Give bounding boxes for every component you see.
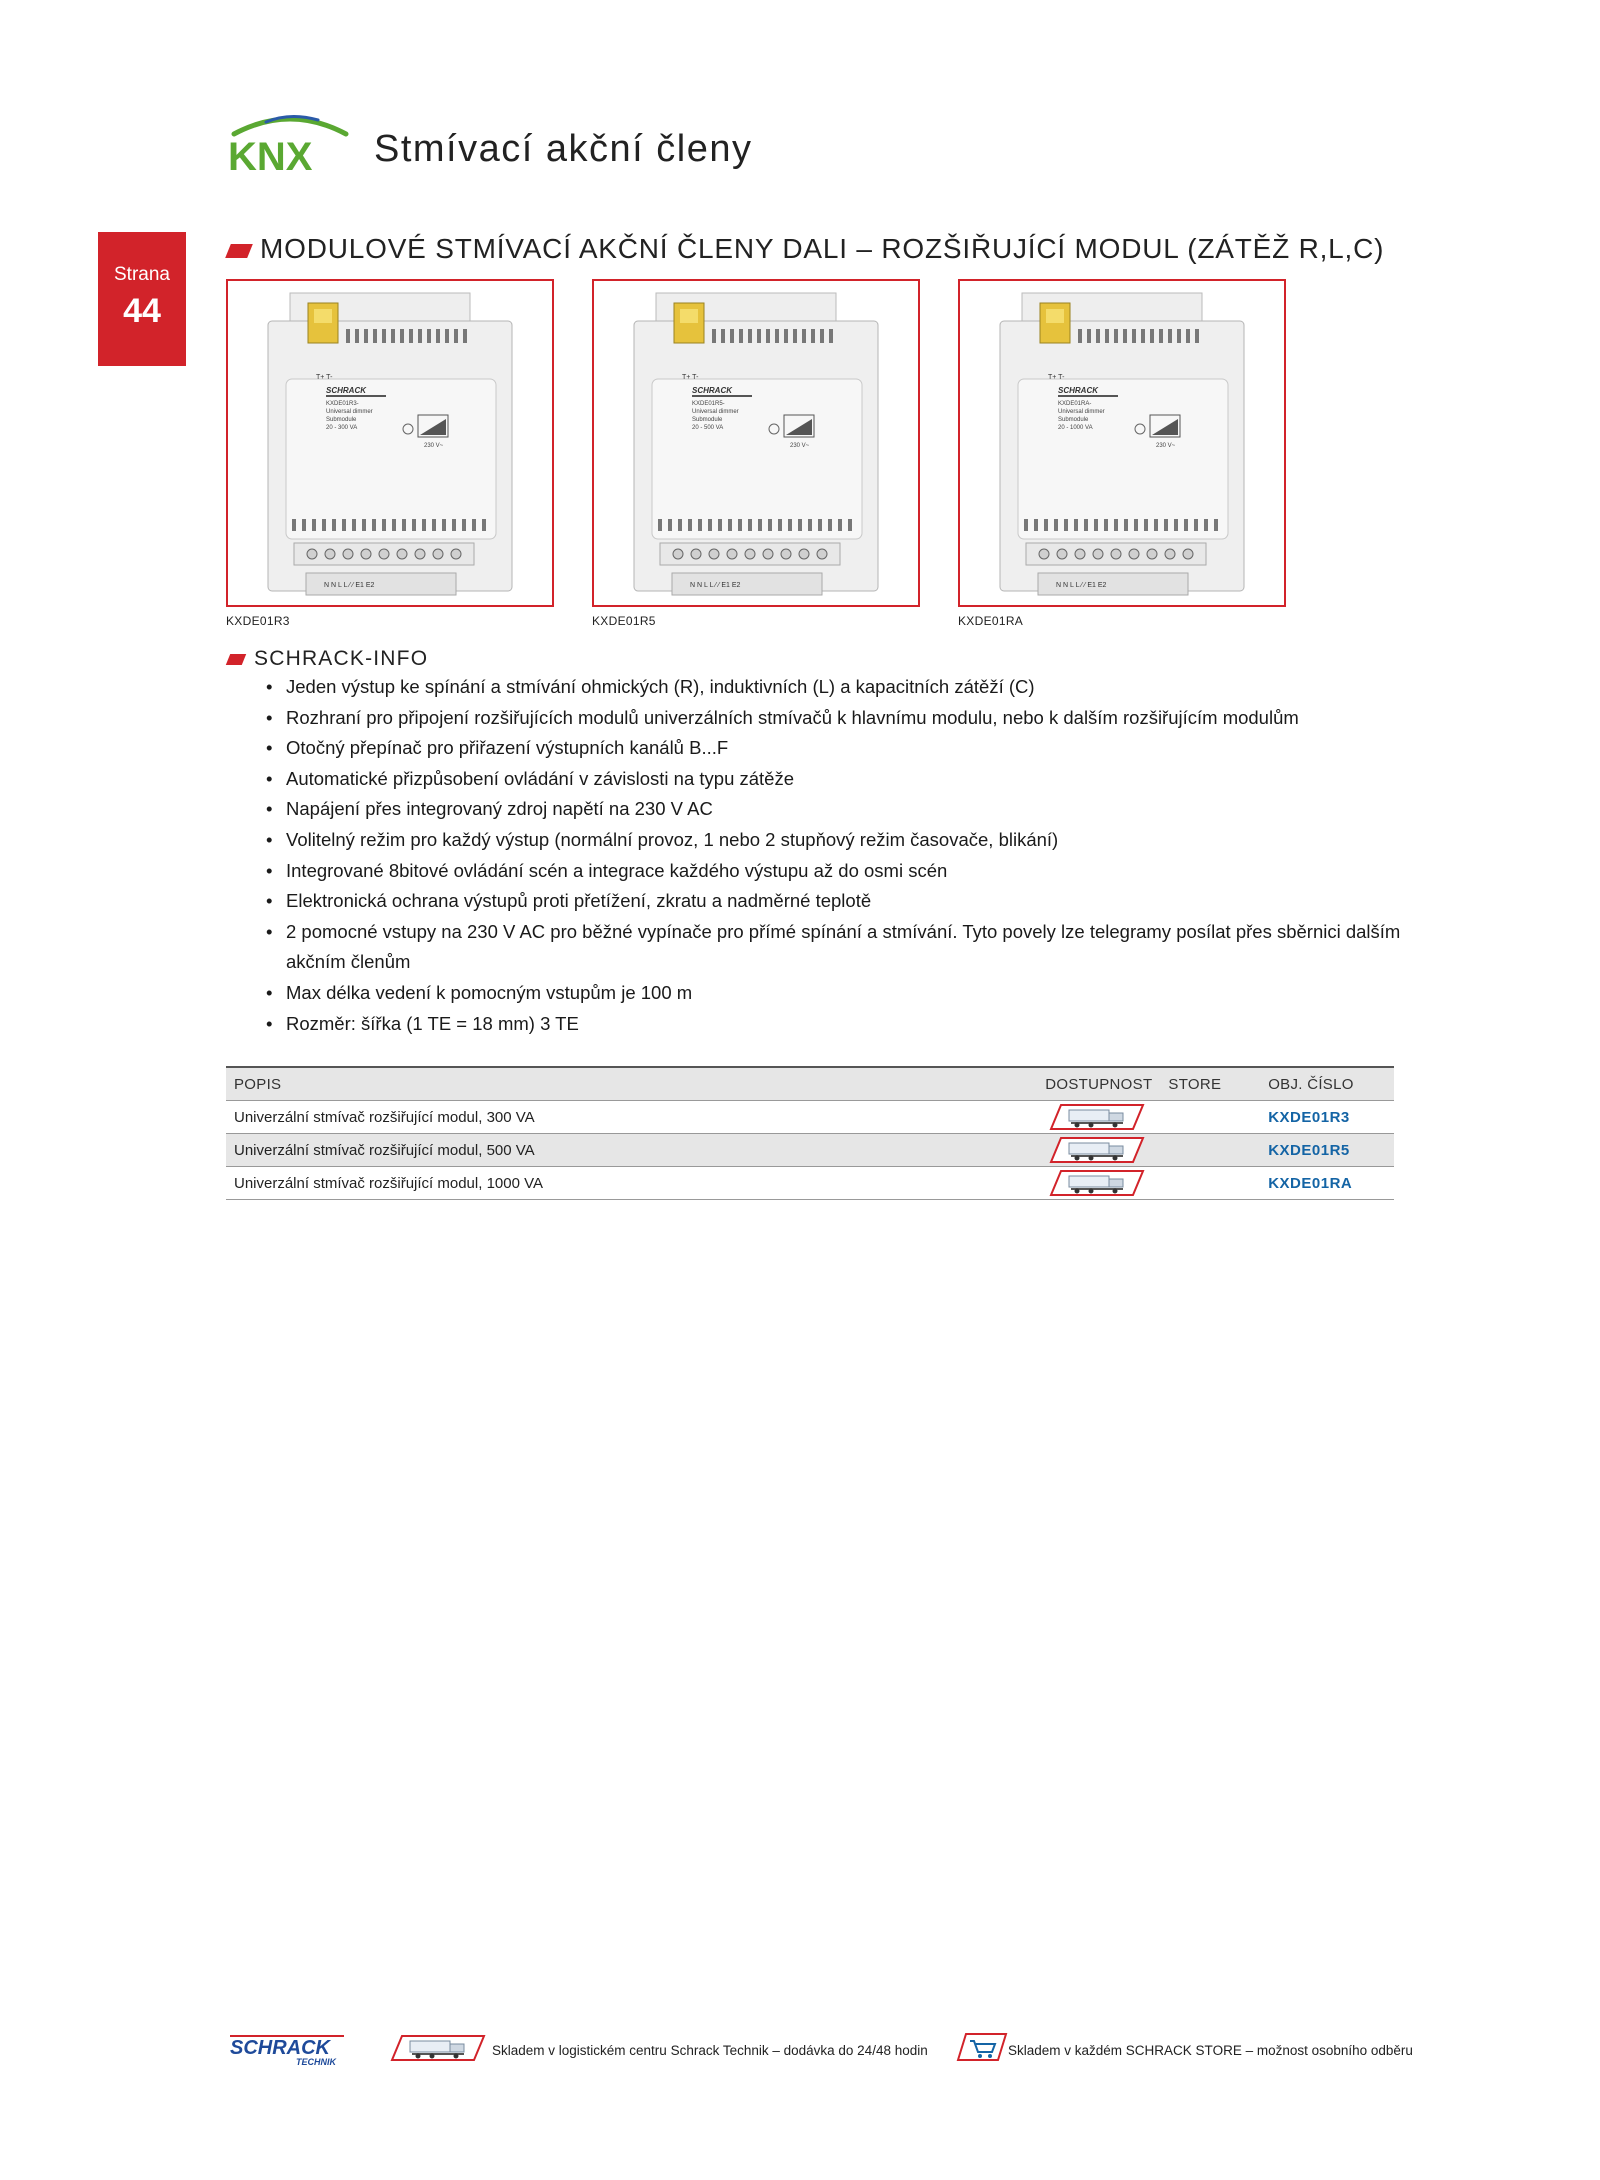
column-header-store: STORE bbox=[1160, 1067, 1260, 1101]
list-item: • Automatické přizpůsobení ovládání v závislosti na typu zátěže bbox=[262, 764, 1422, 795]
footer-truck-text: Skladem v logistickém centru Schrack Technik – dodávka do 24/48 hodin bbox=[492, 2043, 928, 2058]
availability-cell bbox=[1037, 1167, 1160, 1200]
info-heading bbox=[228, 647, 428, 671]
din-rail-module-icon bbox=[594, 281, 917, 604]
knx-logo-text: KNX bbox=[228, 135, 313, 174]
list-item: • Otočný přepínač pro přiřazení výstupních kanálů B...F bbox=[262, 733, 1422, 764]
info-heading-text: SCHRACK-INFO bbox=[254, 647, 429, 670]
svg-text:KXDE01RA-: KXDE01RA- bbox=[1058, 401, 1092, 407]
list-item: • Rozměr: šířka (1 TE = 18 mm) 3 TE bbox=[262, 1009, 1422, 1040]
svg-text:N N L L ⁄ ⁄ E: N N L L ⁄ ⁄ E1 E2 bbox=[1056, 582, 1107, 589]
info-bullet-list bbox=[262, 672, 1422, 1039]
svg-text:KXDE01R5-: KXDE01R5- bbox=[692, 401, 725, 407]
svg-text:T+ T-: T+ T- bbox=[682, 374, 699, 381]
store-cell bbox=[1160, 1101, 1260, 1134]
svg-text:Universal dimmer: Universal dimmer bbox=[692, 409, 739, 415]
svg-text:Universal dimmer: Universal dimmer bbox=[326, 409, 373, 415]
svg-text:20 - 300 VA: 20 - 300 VA bbox=[326, 425, 358, 431]
din-rail-module-icon bbox=[960, 281, 1283, 604]
product-image bbox=[592, 279, 920, 607]
store-cell bbox=[1160, 1134, 1260, 1167]
order-number: KXDE01R5 bbox=[1260, 1134, 1394, 1167]
cart-icon bbox=[952, 2032, 1008, 2065]
truck-icon bbox=[1045, 1103, 1145, 1131]
column-header-dostupnost: DOSTUPNOST bbox=[1037, 1067, 1160, 1101]
section-heading-text: MODULOVÉ STMÍVACÍ AKČNÍ ČLENY DALI – ROZŠIŘUJÍCÍ MODUL (ZÁTĚŽ R,L,C) bbox=[260, 233, 1385, 264]
din-rail-module-icon bbox=[228, 281, 551, 604]
svg-text:T+ T-: T+ T- bbox=[316, 374, 333, 381]
page-number: 44 bbox=[123, 292, 161, 330]
column-header-obj: OBJ. ČÍSLO bbox=[1260, 1067, 1394, 1101]
table-row bbox=[226, 1101, 1394, 1134]
list-item: • Napájení přes integrovaný zdroj napětí na 230 V AC bbox=[262, 794, 1422, 825]
page-tab-label: Strana bbox=[114, 264, 170, 285]
product-image bbox=[226, 279, 554, 607]
svg-text:Submodule: Submodule bbox=[692, 417, 723, 423]
truck-icon bbox=[1045, 1136, 1145, 1164]
row-description: Univerzální stmívač rozšiřující modul, 500 VA bbox=[226, 1134, 1037, 1167]
availability-cell bbox=[1037, 1101, 1160, 1134]
row-description: Univerzální stmívač rozšiřující modul, 1000 VA bbox=[226, 1167, 1037, 1200]
list-item: • Elektronická ochrana výstupů proti přetížení, zkratu a nadměrné teplotě bbox=[262, 886, 1422, 917]
list-item: • Jeden výstup ke spínání a stmívání ohmických (R), induktivních (L) a kapacitních zátěží (C) bbox=[262, 672, 1422, 703]
svg-text:Submodule: Submodule bbox=[326, 417, 357, 423]
column-header-popis: POPIS bbox=[226, 1067, 1037, 1101]
svg-text:SCHRACK: SCHRACK bbox=[230, 2037, 330, 2059]
svg-text:Universal dimmer: Universal dimmer bbox=[1058, 409, 1105, 415]
list-item: • Integrované 8bitové ovládání scén a integrace každého výstupu až do osmi scén bbox=[262, 856, 1422, 887]
svg-text:SCHRACK: SCHRACK bbox=[692, 386, 732, 395]
page-title: Stmívací akční členy bbox=[374, 128, 753, 170]
knx-logo bbox=[226, 108, 354, 174]
svg-text:SCHRACK: SCHRACK bbox=[1058, 386, 1098, 395]
page-tab bbox=[98, 232, 186, 366]
order-number: KXDE01RA bbox=[1260, 1167, 1394, 1200]
product-caption: KXDE01RA bbox=[958, 614, 1024, 628]
section-heading bbox=[228, 233, 1384, 265]
list-item: • Volitelný režim pro každý výstup (normální provoz, 1 nebo 2 stupňový režim časovače, blikání) bbox=[262, 825, 1422, 856]
product-caption: KXDE01R3 bbox=[226, 614, 290, 628]
red-marker-icon bbox=[226, 654, 246, 665]
product-caption: KXDE01R5 bbox=[592, 614, 656, 628]
red-marker-icon bbox=[225, 244, 253, 258]
table-row bbox=[226, 1134, 1394, 1167]
availability-cell bbox=[1037, 1134, 1160, 1167]
product-table bbox=[226, 1066, 1394, 1200]
svg-text:20 - 1000 VA: 20 - 1000 VA bbox=[1058, 425, 1093, 431]
svg-text:N N L L ⁄ ⁄ E: N N L L ⁄ ⁄ E1 E2 bbox=[690, 582, 741, 589]
footer bbox=[226, 2028, 1426, 2074]
list-item: • Rozhraní pro připojení rozšiřujících modulů univerzálních stmívačů k hlavnímu modulu, nebo k dalším rozšiřujícím modulům bbox=[262, 703, 1422, 734]
list-item: • 2 pomocné vstupy na 230 V AC pro běžné vypínače pro přímé spínání a stmívání. Tyto povely lze telegramy posílat přes sběrnici dalším akčním členům bbox=[262, 917, 1422, 978]
svg-text:20 - 500 VA: 20 - 500 VA bbox=[692, 425, 724, 431]
svg-text:TECHNIK: TECHNIK bbox=[296, 2057, 336, 2067]
order-number: KXDE01R3 bbox=[1260, 1101, 1394, 1134]
svg-text:230 V~: 230 V~ bbox=[424, 443, 444, 449]
svg-text:230 V~: 230 V~ bbox=[1156, 443, 1176, 449]
svg-text:SCHRACK: SCHRACK bbox=[326, 386, 366, 395]
svg-text:230 V~: 230 V~ bbox=[790, 443, 810, 449]
svg-text:Submodule: Submodule bbox=[1058, 417, 1089, 423]
list-item: • Max délka vedení k pomocným vstupům je 100 m bbox=[262, 978, 1422, 1009]
truck-icon bbox=[386, 2034, 486, 2062]
svg-text:T+ T-: T+ T- bbox=[1048, 374, 1065, 381]
table-row bbox=[226, 1167, 1394, 1200]
store-cell bbox=[1160, 1167, 1260, 1200]
truck-icon bbox=[1045, 1169, 1145, 1197]
row-description: Univerzální stmívač rozšiřující modul, 300 VA bbox=[226, 1101, 1037, 1134]
schrack-logo bbox=[226, 2032, 348, 2068]
table-header-row bbox=[226, 1067, 1394, 1101]
footer-store-text: Skladem v každém SCHRACK STORE – možnost osobního odběru bbox=[1008, 2043, 1413, 2058]
product-image bbox=[958, 279, 1286, 607]
svg-text:KXDE01R3-: KXDE01R3- bbox=[326, 401, 359, 407]
svg-text:N N L L ⁄ ⁄ E: N N L L ⁄ ⁄ E1 E2 bbox=[324, 582, 375, 589]
